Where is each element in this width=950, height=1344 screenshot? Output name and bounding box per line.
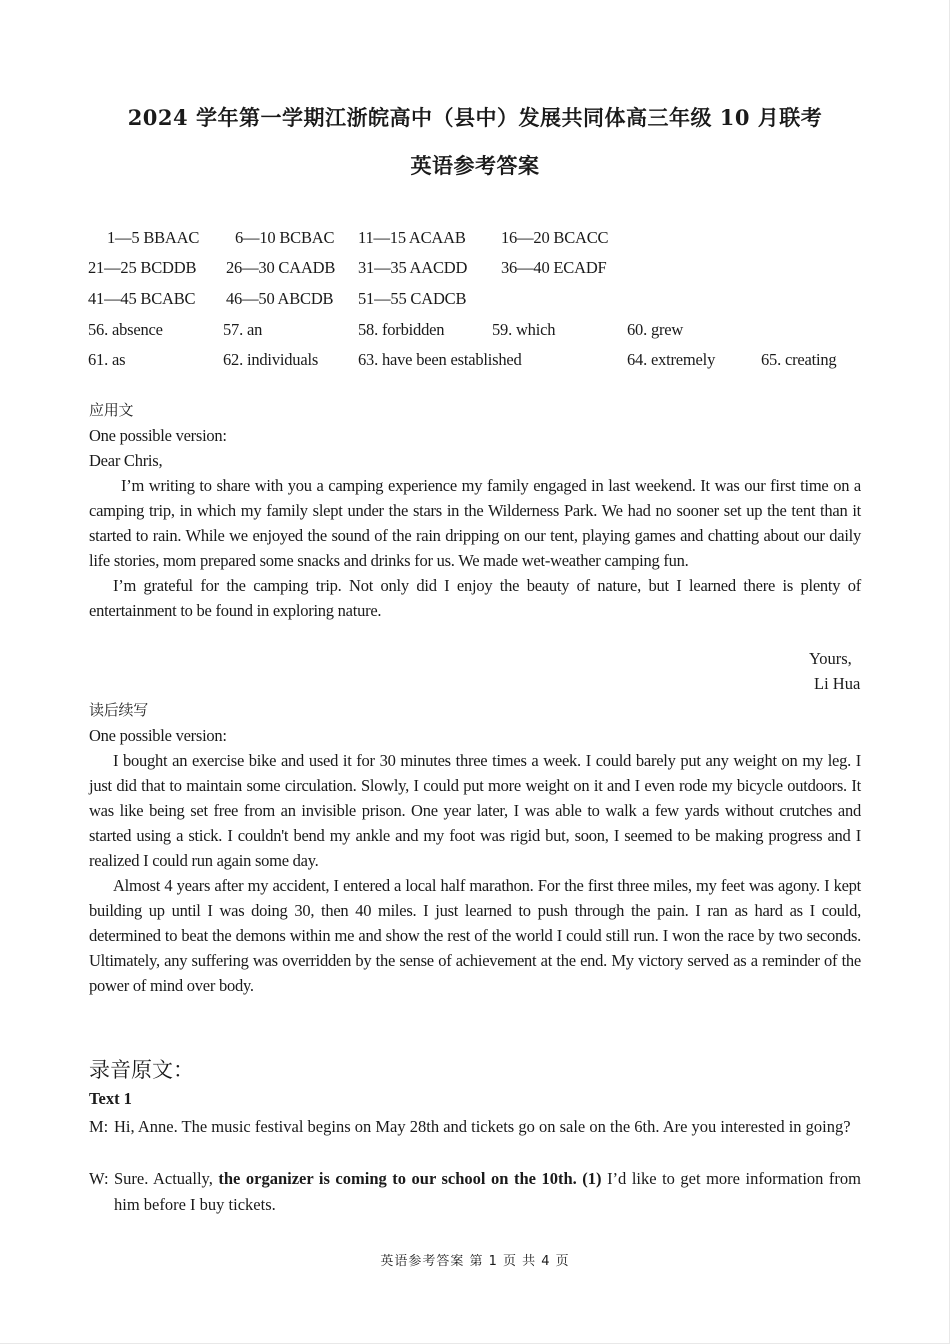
document-subtitle: 英语参考答案 bbox=[410, 153, 540, 178]
transcript-text-label: Text 1 bbox=[89, 1089, 132, 1108]
applied-writing-section bbox=[89, 398, 861, 623]
mc-answer: 26—30 CAADB bbox=[226, 258, 336, 277]
page-footer: 英语参考答案 第 1 页 共 4 页 bbox=[380, 1254, 570, 1269]
story-paragraph: I bought an exercise bike and used it for 30 minutes three times a week. I could barely put any weight on my leg. I just did that to maintain some circulation. Slowly, I could put more weight on it and I even rode my bicycle outdoors. It was like being set free from an invisible prison. One year later, I was able to walk a few yards without crutches and started using a stick. I couldn't bend my ankle and my foot was rigid but, soon, I seemed to be making progress and I realized I could run again some day. bbox=[89, 751, 861, 870]
story-paragraph: Almost 4 years after my accident, I entered a local half marathon. For the first three miles, my feet was agony. I kept building up until I was doing 30, then 40 miles. I just learned to push through the pain. I ran as hard as I could, determined to beat the demons within me and show the rest of the world I could still run. I won the race by two seconds. Ultimately, any suffering was overridden by the sense of achievement at the end. My victory served as a reminder of the power of mind over body. bbox=[89, 876, 861, 995]
mc-answer: 41—45 BCABC bbox=[88, 289, 196, 308]
fill-answer: 61. as bbox=[88, 350, 126, 369]
speaker-label: W: bbox=[89, 1169, 109, 1188]
speaker-label: M: bbox=[89, 1117, 109, 1136]
utterance-post: I’d like to get more information from him before I buy tickets. bbox=[114, 1169, 862, 1214]
letter-closing: Yours, bbox=[809, 649, 852, 668]
version-intro: One possible version: bbox=[89, 726, 227, 745]
utterance bbox=[114, 1166, 861, 1218]
mc-answer: 31—35 AACDD bbox=[358, 258, 468, 277]
fill-answer: 56. absence bbox=[88, 320, 163, 339]
mc-answer: 6—10 BCBAC bbox=[235, 228, 335, 247]
utterance-bold-key: the organizer is coming to our school on the 10th. (1) bbox=[218, 1169, 602, 1188]
fill-answer: 58. forbidden bbox=[358, 320, 445, 339]
section-label-applied-writing: 应用文 bbox=[89, 401, 134, 419]
mc-answer: 16—20 BCACC bbox=[501, 228, 609, 247]
letter-paragraph: I’m writing to share with you a camping experience my family engaged in last weekend. It was our first time on a camping trip, in which my family slept under the stars in the Wilderness Park. We had no sooner set up the tent than it started to rain. While we enjoyed the sound of the rain dripping on our tent, playing games and chatting about our daily life stories, mom prepared some snacks and drinks for us. We made wet-weather camping fun. bbox=[89, 476, 861, 570]
fill-answer: 63. have been established bbox=[358, 350, 522, 369]
version-intro: One possible version: bbox=[89, 426, 227, 445]
letter-signature: Li Hua bbox=[814, 674, 861, 693]
mc-answer: 21—25 BCDDB bbox=[88, 258, 197, 277]
continuation-writing-section bbox=[89, 698, 861, 998]
letter-paragraph: I’m grateful for the camping trip. Not only did I enjoy the beauty of nature, but I learned there is plenty of entertainment to be found in exploring nature. bbox=[89, 576, 861, 620]
document-title: 2024 学年第一学期江浙皖高中（县中）发展共同体高三年级 10 月联考 bbox=[127, 105, 823, 130]
mc-answer: 36—40 ECADF bbox=[501, 258, 607, 277]
mc-answer: 46—50 ABCDB bbox=[226, 289, 334, 308]
fill-answer: 65. creating bbox=[761, 350, 837, 369]
dialog-line bbox=[89, 1114, 861, 1140]
transcript-heading: 录音原文： bbox=[89, 1058, 194, 1082]
utterance-pre: Sure. Actually, bbox=[114, 1169, 219, 1188]
fill-answer: 60. grew bbox=[627, 320, 684, 339]
mc-answer: 11—15 ACAAB bbox=[358, 228, 466, 247]
fill-answer: 57. an bbox=[223, 320, 263, 339]
fill-answer: 62. individuals bbox=[223, 350, 319, 369]
fill-answer: 64. extremely bbox=[627, 350, 716, 369]
letter-salutation: Dear Chris, bbox=[89, 451, 163, 470]
utterance: Hi, Anne. The music festival begins on May 28th and tickets go on sale on the 6th. Are you interested in going? bbox=[114, 1117, 851, 1136]
mc-answer: 51—55 CADCB bbox=[358, 289, 467, 308]
fill-answer: 59. which bbox=[492, 320, 556, 339]
section-label-continuation-writing: 读后续写 bbox=[89, 701, 149, 719]
mc-answer: 1—5 BBAAC bbox=[107, 228, 200, 247]
dialog-line bbox=[89, 1166, 861, 1218]
